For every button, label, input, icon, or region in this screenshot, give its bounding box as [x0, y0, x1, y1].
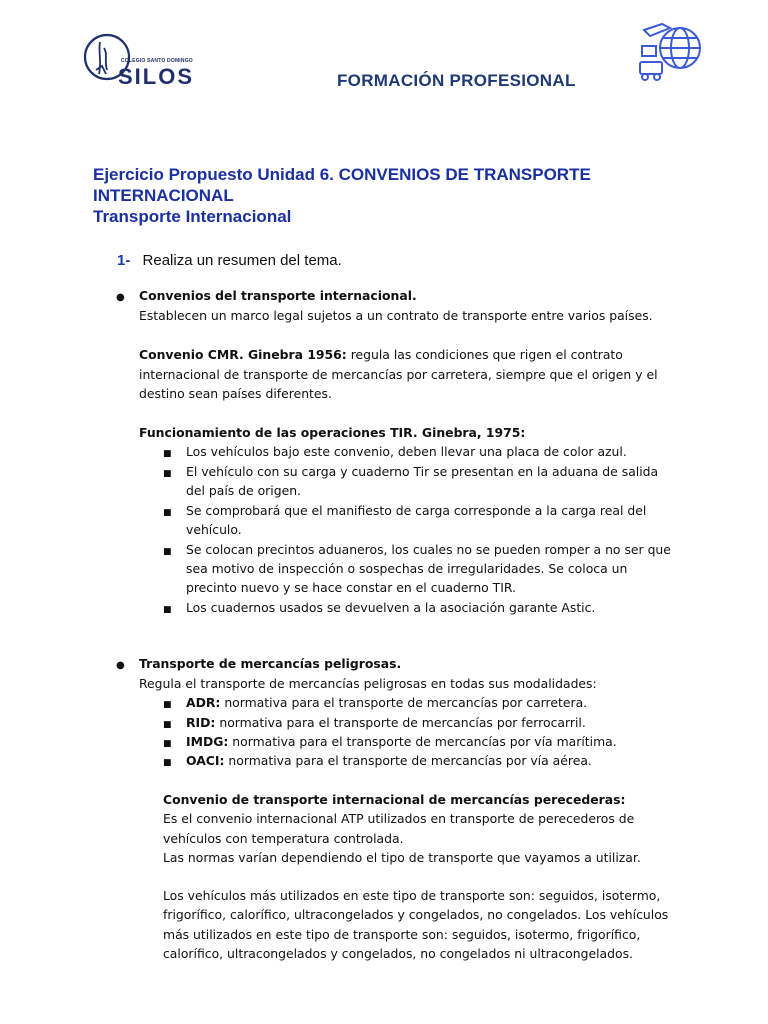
vehicles-line: calorífico, ultracongelados y congelados, no congelados ni ultracongelados. [163, 946, 633, 961]
question-number: 1- [117, 252, 131, 269]
tir-item: Los vehículos bajo este convenio, deben llevar una placa de color azul. [186, 444, 627, 459]
cmr-line2: internacional de transporte de mercancías por carretera, siempre que el origen y el [139, 367, 658, 382]
square-bullet-icon: ■ [163, 469, 172, 479]
section2-intro: Regula el transporte de mercancías peligrosas en todas sus modalidades: [139, 676, 597, 691]
transport-globe-icon [636, 16, 704, 84]
tir-item: El vehículo con su carga y cuaderno Tir se presentan en la aduana de salida [186, 464, 659, 479]
question-text: Realiza un resumen del tema. [142, 252, 342, 269]
exercise-title [93, 164, 693, 227]
square-bullet-icon: ■ [163, 758, 172, 768]
perishables-line: Las normas varían dependiendo el tipo de transporte que vayamos a utilizar. [163, 850, 641, 865]
bullet-icon: ● [116, 660, 125, 671]
square-bullet-icon: ■ [163, 605, 172, 615]
perishables-line: vehículos con temperatura controlada. [163, 831, 404, 846]
square-bullet-icon: ■ [163, 720, 172, 730]
dangerous-goods-item: RID: normativa para el transporte de mercancías por ferrocarril. [186, 715, 586, 730]
bullet-icon: ● [116, 292, 125, 303]
square-bullet-icon: ■ [163, 449, 172, 459]
square-bullet-icon: ■ [163, 547, 172, 557]
perishables-heading: Convenio de transporte internacional de mercancías perecederas: [163, 792, 626, 807]
perishables-line: Es el convenio internacional ATP utilizados en transporte de perecederos de [163, 811, 635, 826]
square-bullet-icon: ■ [163, 700, 172, 710]
tir-item-cont: precinto nuevo y se hace constar en el cuaderno TIR. [186, 580, 517, 595]
tir-heading: Funcionamiento de las operaciones TIR. Ginebra, 1975: [139, 425, 526, 440]
square-bullet-icon: ■ [163, 739, 172, 749]
logo-school-name: COLEGIO SANTO DOMINGO [121, 58, 193, 64]
tir-item-cont: sea motivo de inspección o sospechas de irregularidades. Se coloca un [186, 561, 628, 576]
vehicles-line: Los vehículos más utilizados en este tipo de transporte son: seguidos, isotermo, [163, 888, 661, 903]
dangerous-goods-item: ADR: normativa para el transporte de mercancías por carretera. [186, 695, 588, 710]
cmr-paragraph: Convenio CMR. Ginebra 1956: regula las condiciones que rigen el contrato [139, 347, 623, 362]
header-title: FORMACIÓN PROFESIONAL [337, 71, 576, 90]
exercise-title-line1: Ejercicio Propuesto Unidad 6. CONVENIOS DE TRANSPORTE [93, 165, 591, 184]
vehicles-line: frigorífico, calorífico, ultracongelados y congelados, no congelados. Los vehículos [163, 907, 669, 922]
section2-heading: Transporte de mercancías peligrosas. [139, 656, 402, 671]
vehicles-line: más utilizados en este tipo de transporte son: seguidos, isotermo, frigorífico, [163, 927, 641, 942]
exercise-subtitle: Transporte Internacional [93, 207, 292, 226]
square-bullet-icon: ■ [163, 508, 172, 518]
dangerous-goods-item: OACI: normativa para el transporte de mercancías por vía aérea. [186, 753, 592, 768]
tir-item: Los cuadernos usados se devuelven a la asociación garante Astic. [186, 600, 596, 615]
exercise-title-line2: INTERNACIONAL [93, 186, 234, 205]
tir-item: Se colocan precintos aduaneros, los cuales no se pueden romper a no ser que [186, 542, 671, 557]
dangerous-goods-item: IMDG: normativa para el transporte de mercancías por vía marítima. [186, 734, 617, 749]
section1-heading: Convenios del transporte internacional. [139, 288, 417, 303]
section1-intro: Establecen un marco legal sujetos a un contrato de transporte entre varios países. [139, 308, 653, 323]
cmr-line3: destino sean países diferentes. [139, 386, 332, 401]
tir-item: Se comprobará que el manifiesto de carga corresponde a la carga real del [186, 503, 647, 518]
question-1 [117, 252, 342, 269]
tir-item-cont: del país de origen. [186, 483, 301, 498]
tir-item-cont: vehículo. [186, 522, 242, 537]
logo-silos: SILOS [118, 64, 195, 89]
